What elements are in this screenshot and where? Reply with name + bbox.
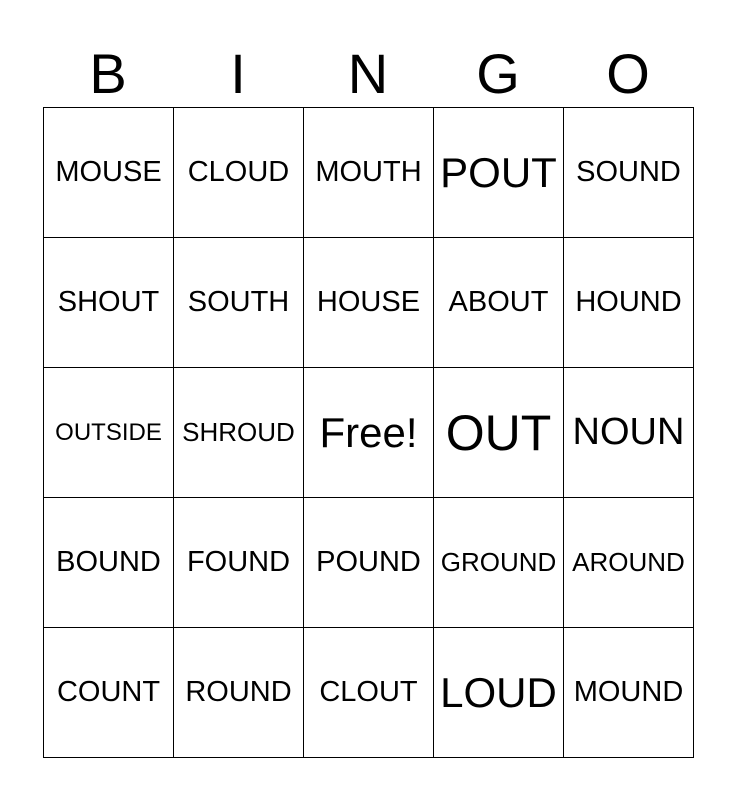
bingo-cell[interactable]: HOUSE <box>304 238 434 368</box>
bingo-cell[interactable]: LOUD <box>434 628 564 758</box>
bingo-cell[interactable]: SOUND <box>564 108 694 238</box>
bingo-header <box>43 40 693 108</box>
bingo-cell[interactable]: NOUN <box>564 368 694 498</box>
bingo-cell[interactable]: GROUND <box>434 498 564 628</box>
bingo-cell[interactable]: HOUND <box>564 238 694 368</box>
bingo-cell[interactable]: OUTSIDE <box>44 368 174 498</box>
bingo-cell[interactable]: SHROUD <box>174 368 304 498</box>
bingo-cell[interactable]: CLOUD <box>174 108 304 238</box>
bingo-cell[interactable]: ABOUT <box>434 238 564 368</box>
header-letter-i: I <box>230 42 246 105</box>
bingo-cell[interactable]: FOUND <box>174 498 304 628</box>
free-space-cell[interactable]: Free! <box>304 368 434 498</box>
bingo-cell[interactable]: MOUSE <box>44 108 174 238</box>
bingo-cell[interactable]: COUNT <box>44 628 174 758</box>
bingo-cell[interactable]: AROUND <box>564 498 694 628</box>
bingo-cell[interactable]: POUND <box>304 498 434 628</box>
bingo-cell[interactable]: SOUTH <box>174 238 304 368</box>
header-letter-o: O <box>606 42 650 105</box>
header-letter-b: B <box>89 42 127 105</box>
bingo-cell[interactable]: MOUTH <box>304 108 434 238</box>
header-letter-n: N <box>347 42 389 105</box>
bingo-cell[interactable]: OUT <box>434 368 564 498</box>
bingo-board <box>43 107 694 758</box>
bingo-cell[interactable]: BOUND <box>44 498 174 628</box>
bingo-cell[interactable]: ROUND <box>174 628 304 758</box>
bingo-cell[interactable]: SHOUT <box>44 238 174 368</box>
header-letter-g: G <box>476 42 520 105</box>
bingo-cell[interactable]: MOUND <box>564 628 694 758</box>
bingo-cell[interactable]: CLOUT <box>304 628 434 758</box>
bingo-cell[interactable]: POUT <box>434 108 564 238</box>
